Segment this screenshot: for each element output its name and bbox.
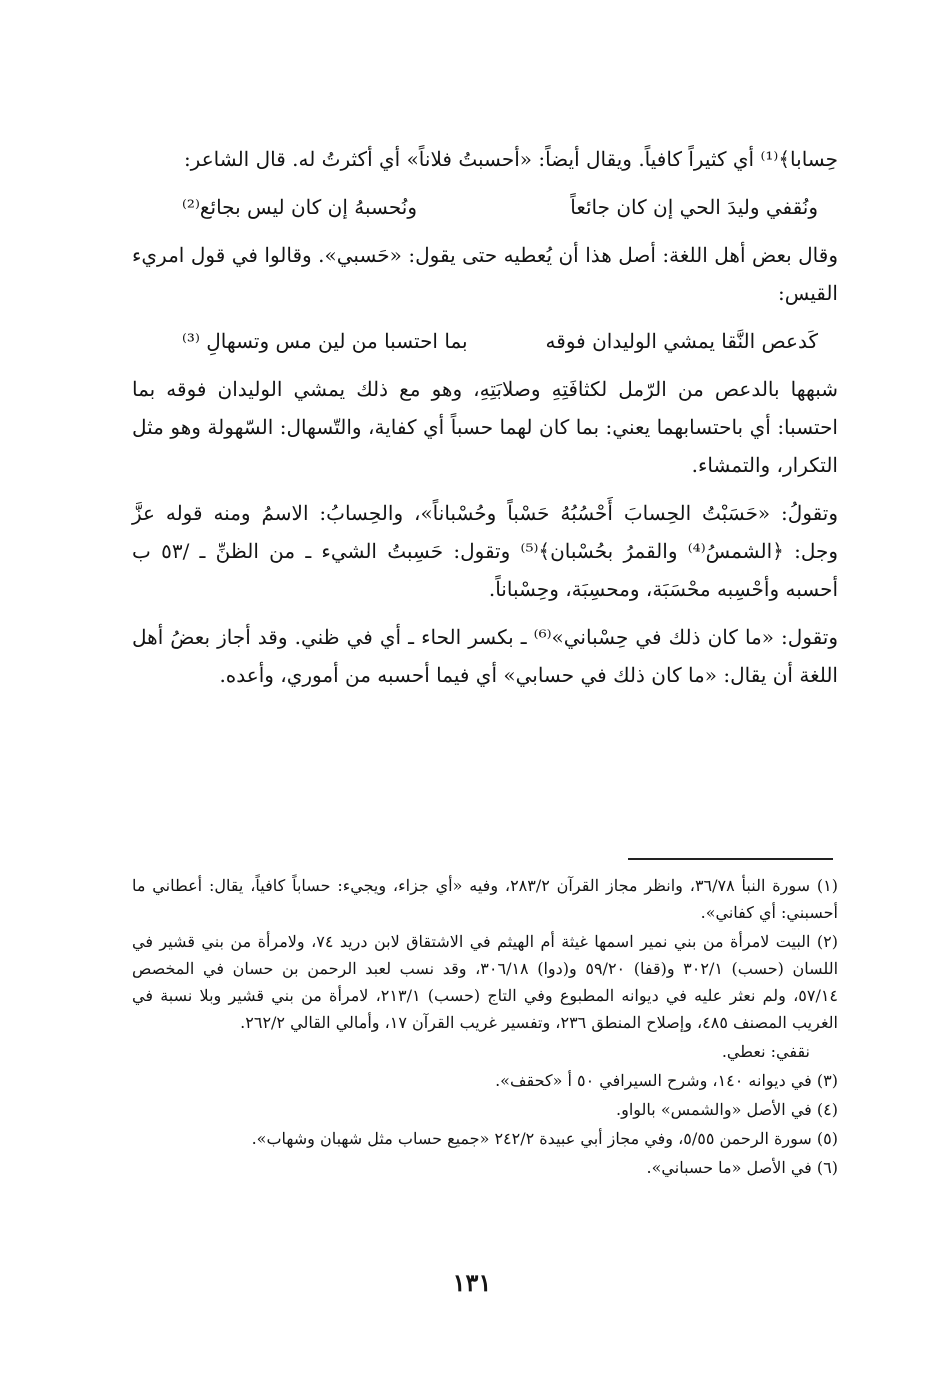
footnote-separator — [628, 858, 833, 860]
verse-1-second-hemistich: ونُحسبهُ إن كان ليس بجائع⁽²⁾ — [182, 195, 417, 219]
paragraph-4: وتقولُ: «حَسَبْتُ الحِسابَ أَحْسُبُهُ حَسْباً وحُسْباناً»، والحِسابُ: الاسمُ ومنه قوله عزَّ وجل: ﴿الشمسُ⁽⁴⁾ والقمرُ بحُسْبان﴾⁽⁵⁾ وتقول: حَسِبتُ الشيء ـ من الظنِّ ـ /٥٣ ب أحسبه وأحْسِبه محْسَبَة، ومحسِبَة، وحِسْباناً. — [132, 501, 839, 601]
verse-1 — [132, 188, 838, 226]
main-text — [132, 140, 838, 704]
footnote-2: (٢) البيت لامرأة من بني نمير اسمها غيثة أم الهيثم في الاشتقاق لابن دريد ٧٤، ولامرأة من بني قشير في اللسان (حسب) ٣٠٢/١ و(قفا) ٥٩/٢٠ و(دوا) ٣٠٦/١٨، وقد نسب لعبد الرحمن بن حسان في المخصص ٥٧/١٤، ولم نعثر عليه في ديوانه المطبوع وفي التاج (حسب) ٢١٣/١، لامرأة من بني قشير وبلا نسبة في الغريب المصنف ٤٨٥، وإصلاح المنطق ٢٣٦، وتفسير غريب القرآن ١٧، وأمالي القالي ٢٦٢/٢. — [132, 932, 839, 1032]
footnotes — [132, 872, 838, 1183]
paragraph-5: وتقول: «ما كان ذلك في حِسْباني»⁽⁶⁾ ـ بكسر الحاء ـ أي في ظني. وقد أجاز بعضُ أهل اللغة أن يقال: «ما كان ذلك في حسابي» أي فيما أحسبه من أموري، وأعده. — [132, 625, 838, 687]
paragraph-3: شبهها بالدعص من الرّمل لكثافَتِهِ وصلابَتِهِ، وهو مع ذلك يمشي الوليدان فوقه بما احتسبا: أي باحتسابهما يعني: بما كان لهما حسباً أي كفاية، والتّسهال: السّهولة وهو مثل التكرار، والتمشاء. — [132, 377, 838, 477]
verse-2-second-hemistich: بما احتسبا من لين مس وتسهالِ ⁽³⁾ — [182, 329, 468, 353]
footnote-5: (٥) سورة الرحمن ٥/٥٥، وفي مجاز أبي عبيدة ٢٤٢/٢ «جميع حساب مثل شهبان وشهاب». — [251, 1129, 838, 1148]
footnote-1: (١) سورة النبأ ٣٦/٧٨، وانظر مجاز القرآن ٢٨٣/٢، وفيه «أي جزاء، ويجيء: حساباً كافياً، يقال: أعطاني ما أحسبني: أي كفاني». — [132, 876, 838, 922]
footnote-6: (٦) في الأصل «ما حسباني». — [646, 1158, 838, 1177]
verse-2 — [132, 322, 838, 360]
verse-1-first-hemistich: ونُقفي وليدَ الحي إن كان جائعاً — [570, 195, 818, 219]
paragraph-1: حِسابا﴾⁽¹⁾ أي كثيراً كافياً. ويقال أيضاً: «أحسبتُ فلاناً» أي أكثرتُ له. قال الشاعر: — [183, 147, 838, 171]
footnote-2-gloss: نقفي: نعطي. — [721, 1042, 810, 1061]
footnote-3: (٣) في ديوانه ١٤٠، وشرح السيرافي ٥٠ أ «كحقف». — [495, 1071, 838, 1090]
verse-2-first-hemistich: كَدعص النَّقا يمشي الوليدان فوقه — [545, 329, 818, 353]
footnote-4: (٤) في الأصل «والشمس» بالواو. — [616, 1100, 838, 1119]
page-number: ١٣١ — [452, 1268, 492, 1297]
paragraph-2: وقال بعض أهل اللغة: أصل هذا أن يُعطيه حتى يقول: «حَسبي». وقالوا في قول امريء القيس: — [132, 243, 838, 305]
